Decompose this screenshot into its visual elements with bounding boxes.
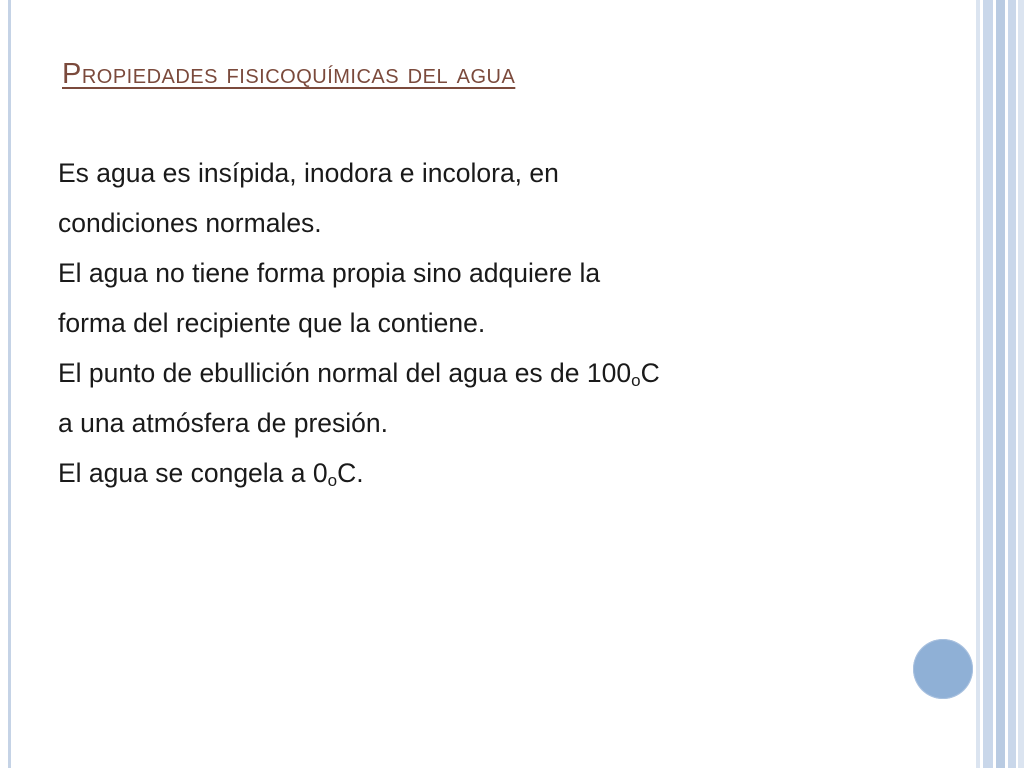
body-line-text: C. [337, 458, 364, 488]
degree-superscript: o [327, 471, 338, 490]
degree-superscript: o [631, 371, 641, 390]
body-line: condiciones normales. [58, 208, 322, 238]
body-line-freezing-point [58, 448, 878, 498]
body-line-text: El punto de ebullición normal del agua es de 100 [58, 358, 632, 388]
body-line: forma del recipiente que la contiene. [58, 308, 486, 338]
slide-body [58, 148, 878, 498]
body-line-text: El agua se congela a 0 [58, 458, 328, 488]
right-decorative-stripes [976, 0, 1024, 768]
body-line-text: C [640, 358, 660, 388]
stripe [996, 0, 1005, 768]
slide-title: Propiedades fisicoquímicas del agua [62, 58, 516, 90]
stripe [1008, 0, 1016, 768]
stripe [983, 0, 993, 768]
body-line: a una atmósfera de presión. [58, 408, 388, 438]
body-line-boiling-point [58, 348, 878, 398]
stripe [1018, 0, 1024, 768]
body-line: Es agua es insípida, inodora e incolora, en [58, 158, 559, 188]
decorative-circle [913, 639, 973, 699]
left-frame-line [8, 0, 11, 768]
body-line: El agua no tiene forma propia sino adquiere la [58, 258, 601, 288]
